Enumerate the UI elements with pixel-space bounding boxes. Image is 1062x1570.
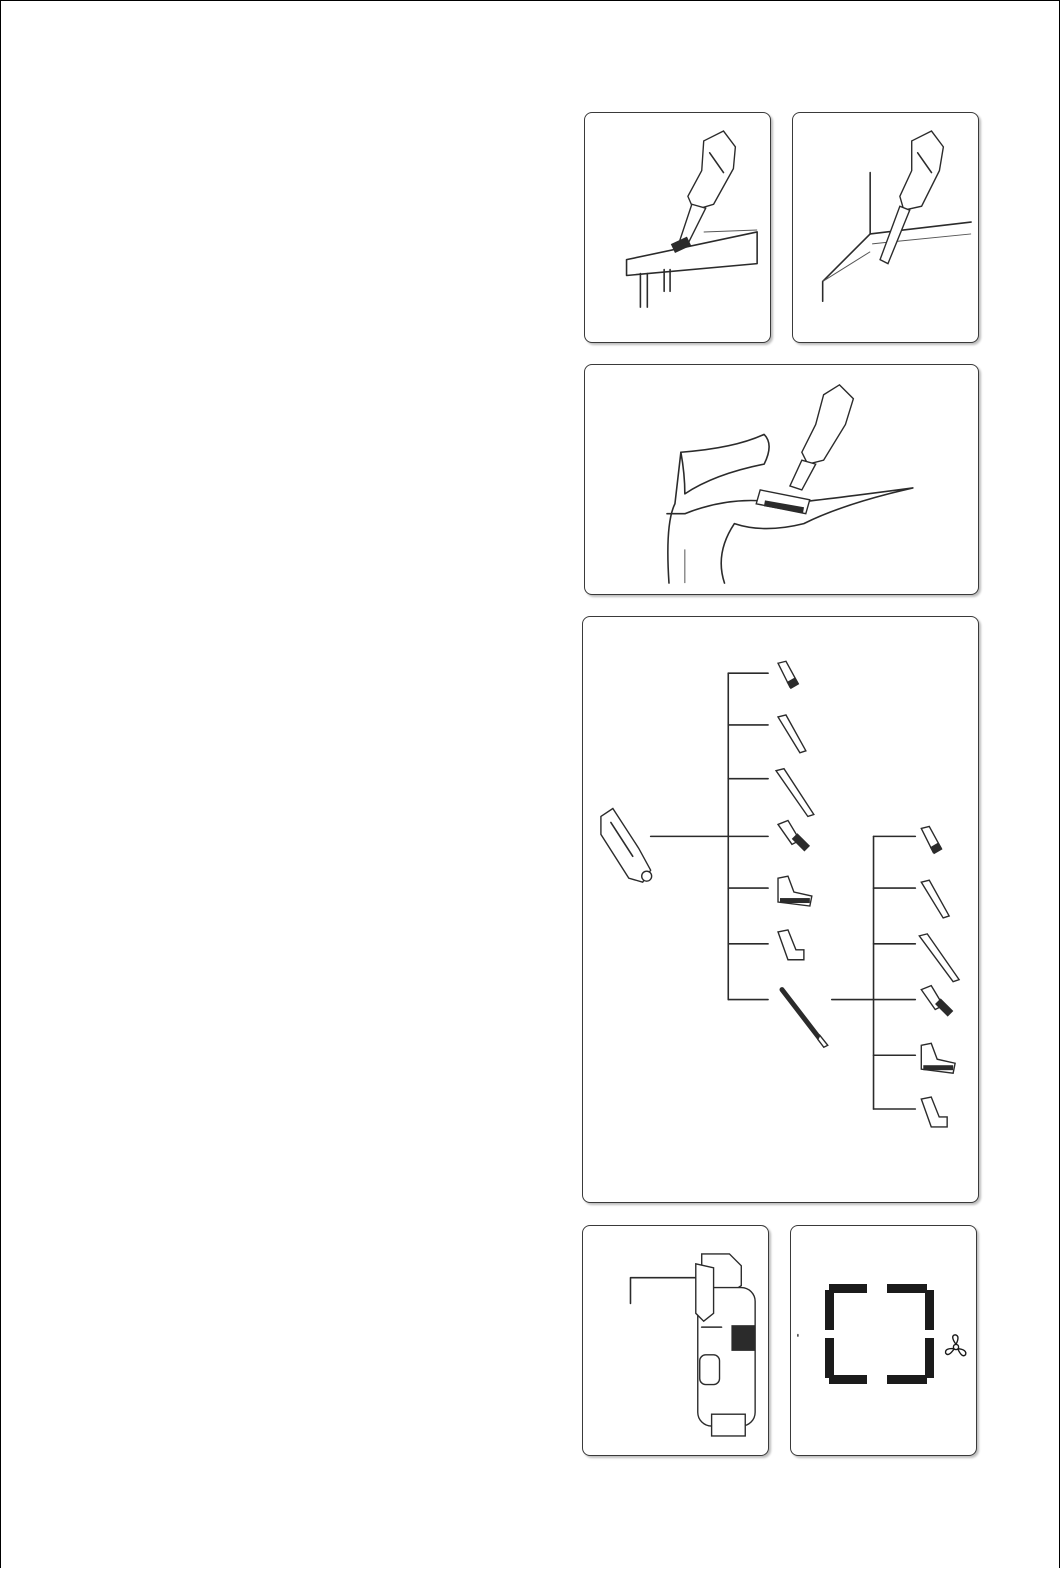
sofa-cleaning-panel [584,364,979,595]
handheld-vacuum-crevice-on-table-icon [585,113,770,342]
handheld-vacuum-sofa-icon [585,365,978,594]
dust-cup-release-panel [582,1225,769,1456]
dust-cup-button-icon [583,1226,768,1455]
battery-full-icon [797,1330,815,1360]
corner-cleaning-panel [792,112,979,343]
display-panel [790,1225,977,1456]
accessory-combination-icon [583,617,978,1202]
accessory-tree-panel [582,616,979,1203]
handheld-vacuum-corner-icon [793,113,978,342]
fan-icon [943,1334,969,1360]
table-cleaning-panel [584,112,771,343]
